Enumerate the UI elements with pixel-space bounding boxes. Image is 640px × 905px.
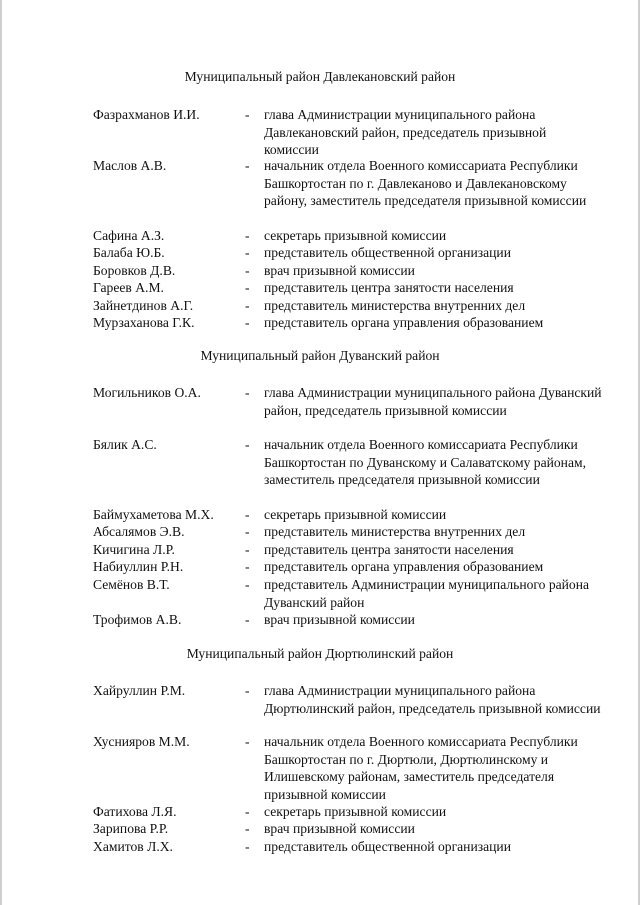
member-role: секретарь призывной комиссии: [264, 507, 447, 522]
member-role: начальник отдела Военного комиссариата Республики Башкортостан по г. Давлеканово и Давлекановскому району, заместитель председателя призывной комиссии: [264, 158, 587, 208]
member-name: Могильников О.А.: [93, 385, 201, 400]
member-role: представитель общественной организации: [264, 839, 511, 854]
member-name: Хамитов Л.Х.: [93, 839, 173, 854]
member-name: Фатихова Л.Я.: [93, 804, 177, 819]
member-role: начальник отдела Военного комиссариата Республики Башкортостан по Дуванскому и Салаватскому районам, заместитель председателя призывной комиссии: [264, 437, 586, 487]
member-role: врач призывной комиссии: [264, 612, 415, 627]
member-name: Боровков Д.В.: [93, 263, 176, 278]
member-name: Зарипова Р.Р.: [93, 821, 169, 836]
member-role: представитель министерства внутренних дел: [264, 298, 526, 313]
dash-separator: -: [245, 524, 250, 539]
member-role: представитель министерства внутренних дел: [264, 524, 526, 539]
dash-separator: -: [245, 559, 250, 574]
dash-separator: -: [245, 683, 250, 698]
dash-separator: -: [245, 437, 250, 452]
dash-separator: -: [245, 158, 250, 173]
dash-separator: -: [245, 804, 250, 819]
member-role: представитель общественной организации: [264, 245, 511, 260]
member-name: Гареев А.М.: [93, 280, 164, 295]
member-name: Набиуллин Р.Н.: [93, 559, 184, 574]
member-name: Мурзаханова Г.К.: [93, 315, 195, 330]
member-role: глава Администрации муниципального района Давлекановский район, председатель призывной комиссии: [264, 107, 547, 157]
section-heading: Муниципальный район Давлекановский район: [184, 69, 456, 84]
member-name: Сафина А.З.: [93, 228, 165, 243]
member-name: Семёнов В.Т.: [93, 577, 170, 592]
dash-separator: -: [245, 542, 250, 557]
member-name: Маслов А.В.: [93, 158, 167, 173]
member-role: секретарь призывной комиссии: [264, 804, 447, 819]
dash-separator: -: [245, 385, 250, 400]
member-name: Хайруллин Р.М.: [93, 683, 186, 698]
member-name: Балаба Ю.Б.: [93, 245, 165, 260]
dash-separator: -: [245, 839, 250, 854]
dash-separator: -: [245, 821, 250, 836]
member-role: глава Администрации муниципального района Дуванский район, председатель призывной комиссии: [264, 385, 602, 418]
section-heading: Муниципальный район Дюртюлинский район: [186, 646, 454, 661]
member-role: представитель центра занятости населения: [264, 542, 514, 557]
dash-separator: -: [245, 280, 250, 295]
dash-separator: -: [245, 577, 250, 592]
dash-separator: -: [245, 734, 250, 749]
member-role: представитель центра занятости населения: [264, 280, 514, 295]
scan-edge-left: [0, 0, 2, 905]
member-role: представитель Администрации муниципального района Дуванский район: [264, 577, 590, 610]
member-role: начальник отдела Военного комиссариата Республики Башкортостан по г. Дюртюли, Дюртюлинскому и Илишевскому районам, заместитель председателя призывной комиссии: [264, 734, 578, 802]
member-name: Хуснияров М.М.: [93, 734, 190, 749]
member-role: представитель органа управления образованием: [264, 315, 544, 330]
section-heading: Муниципальный район Дуванский район: [200, 348, 440, 363]
dash-separator: -: [245, 228, 250, 243]
dash-separator: -: [245, 107, 250, 122]
member-name: Трофимов А.В.: [93, 612, 182, 627]
member-role: глава Администрации муниципального района Дюртюлинский район, председатель призывной комиссии: [264, 683, 601, 716]
dash-separator: -: [245, 315, 250, 330]
member-role: врач призывной комиссии: [264, 821, 415, 836]
member-name: Кичигина Л.Р.: [93, 542, 175, 557]
member-name: Зайнетдинов А.Г.: [93, 298, 194, 313]
member-name: Бялик А.С.: [93, 437, 157, 452]
member-name: Фазрахманов И.И.: [93, 107, 200, 122]
dash-separator: -: [245, 263, 250, 278]
dash-separator: -: [245, 507, 250, 522]
member-role: секретарь призывной комиссии: [264, 228, 447, 243]
dash-separator: -: [245, 298, 250, 313]
member-name: Баймухаметова М.Х.: [93, 507, 214, 522]
dash-separator: -: [245, 245, 250, 260]
member-role: врач призывной комиссии: [264, 263, 415, 278]
dash-separator: -: [245, 612, 250, 627]
member-name: Абсалямов Э.В.: [93, 524, 185, 539]
member-role: представитель органа управления образованием: [264, 559, 544, 574]
